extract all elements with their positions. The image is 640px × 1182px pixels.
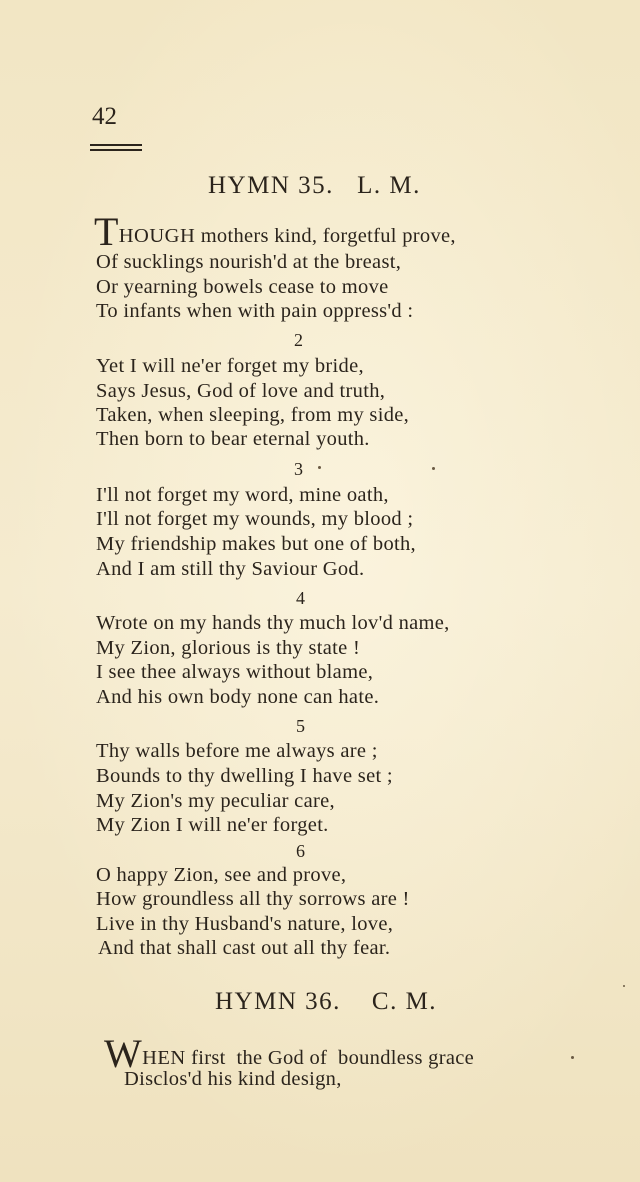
verse-number: 4 [296,588,305,608]
verse-number: 2 [294,330,303,350]
hymn-35-title: HYMN 35. L. M. [208,172,421,199]
first-line-text: first the God of boundless grace [185,1047,475,1069]
paper-speck [432,467,435,470]
verse-line: My Zion, glorious is thy state ! [96,637,361,659]
verse-line: And his own body none can hate. [96,686,380,708]
verse-number: 5 [296,716,305,736]
first-word-caps: HOUGH [118,225,196,247]
first-word-caps: HEN [142,1047,186,1069]
verse-number: 3 [294,459,303,479]
verse-line: Yet I will ne'er forget my bride, [96,355,364,377]
verse-line: Bounds to thy dwelling I have set ; [96,765,393,787]
verse-line: Or yearning bowels cease to move [96,276,389,298]
paper-speck [571,1056,574,1059]
verse-number: 6 [296,841,305,861]
verse-line: O happy Zion, see and prove, [96,864,347,886]
verse-line: And I am still thy Saviour God. [96,558,365,580]
header-double-rule [90,144,142,151]
verse-line: My friendship makes but one of both, [96,533,416,555]
verse-line: Disclos'd his kind design, [124,1068,342,1090]
verse-line: Wrote on my hands thy much lov'd name, [96,612,450,634]
verse-line: My Zion I will ne'er forget. [96,814,329,836]
verse-line: Thy walls before me always are ; [96,740,378,762]
paper-speck [318,466,321,469]
verse-line: Then born to bear eternal youth. [96,428,370,450]
verse-line: And that shall cast out all thy fear. [98,937,391,959]
dropcap-letter: T [94,209,119,254]
hymn-35-first-line [94,209,456,254]
first-line-text: mothers kind, forgetful prove, [195,225,456,247]
verse-line: Taken, when sleeping, from my side, [96,404,410,426]
verse-line: I see thee always without blame, [96,661,374,683]
verse-line: I'll not forget my wounds, my blood ; [96,508,414,530]
verse-line: I'll not forget my word, mine oath, [96,484,389,506]
verse-line: To infants when with pain oppress'd : [96,300,414,322]
verse-line: Of sucklings nourish'd at the breast, [96,251,402,273]
verse-line: Says Jesus, God of love and truth, [96,380,386,402]
hymn-36-title: HYMN 36. C. M. [215,988,438,1015]
verse-line: How groundless all thy sorrows are ! [96,888,410,910]
verse-line: My Zion's my peculiar care, [96,790,335,812]
page-number: 42 [92,103,117,130]
paper-speck [623,985,625,987]
verse-line: Live in thy Husband's nature, love, [96,913,394,935]
dropcap-letter: W [104,1031,143,1076]
